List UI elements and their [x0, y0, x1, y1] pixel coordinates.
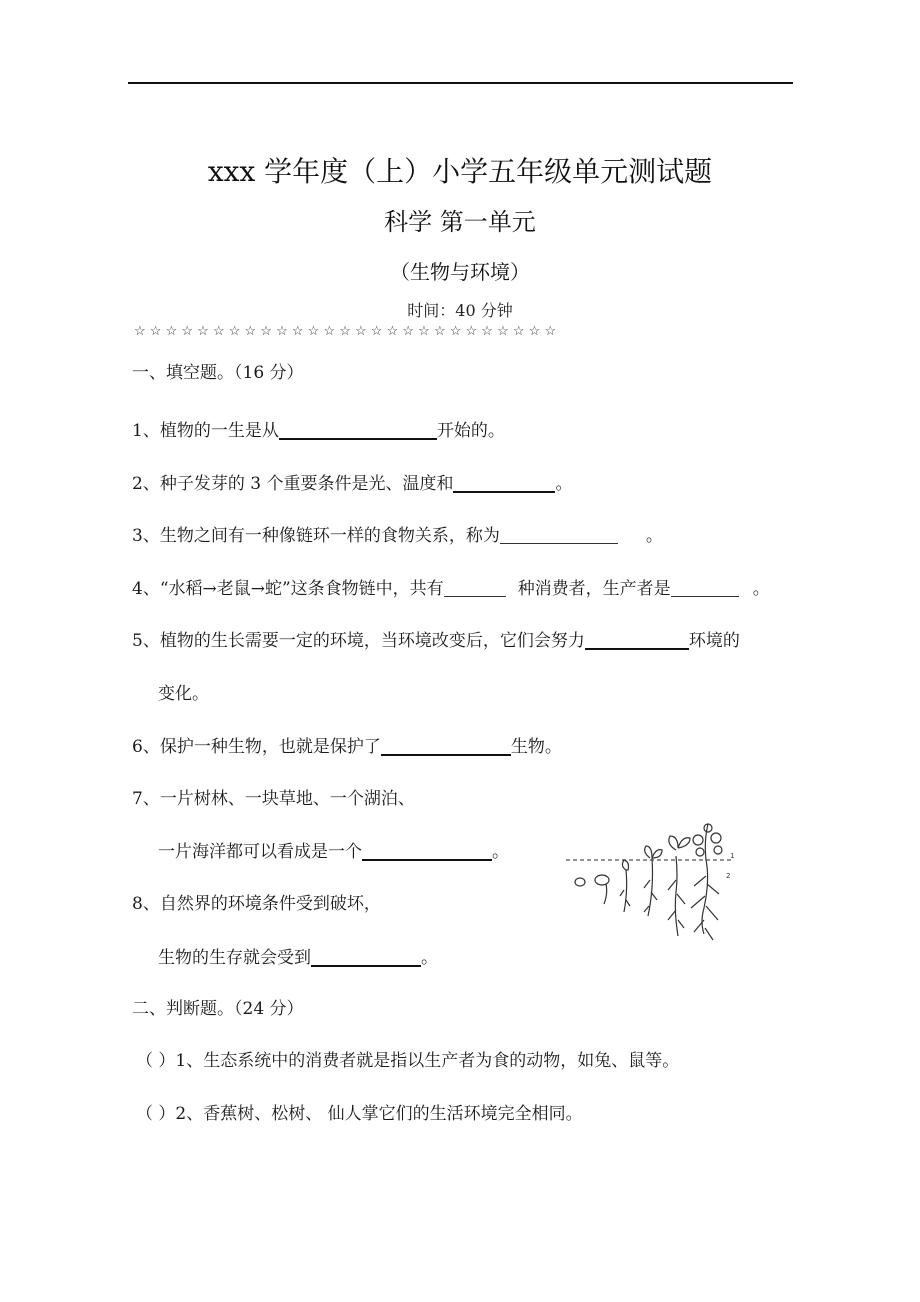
- exam-subtitle: 科学 第一单元: [384, 208, 536, 236]
- q5-text-before: 5、植物的生长需要一定的环境，当环境改变后，它们会努力: [132, 631, 585, 651]
- section2-heading: 二、判断题。（24 分）: [132, 999, 304, 1019]
- question-6: [132, 732, 562, 757]
- q7-answer-blank[interactable]: [362, 841, 492, 861]
- q2-answer-blank[interactable]: [453, 473, 555, 493]
- q3-answer-blank[interactable]: [500, 527, 618, 544]
- q1-text-after: 开始的。: [436, 421, 505, 441]
- question-5-continued: 变化。: [158, 684, 209, 704]
- q2-text-before: 2、种子发芽的 3 个重要条件是光、温度和: [132, 474, 454, 494]
- question-5: [132, 626, 740, 651]
- q1-text-before: 1、植物的一生是从: [132, 421, 279, 441]
- jq2-text: 2、香蕉树、松树、 仙人掌它们的生活环境完全相同。: [175, 1104, 583, 1124]
- jq1-text: 1、生态系统中的消费者就是指以生产者为食的动物，如兔、鼠等。: [175, 1051, 680, 1071]
- header-rule: [128, 82, 793, 84]
- q6-answer-blank[interactable]: [381, 736, 511, 756]
- q4-text-after: 。: [752, 579, 770, 599]
- plant-growth-stages-icon: [566, 824, 734, 940]
- star-divider: ☆ ☆ ☆ ☆ ☆ ☆ ☆ ☆ ☆ ☆ ☆ ☆ ☆ ☆ ☆ ☆ ☆ ☆ ☆ ☆ ☆ ☆ ☆ ☆ ☆ ☆ ☆: [134, 324, 557, 339]
- q3-text-after: 。: [645, 526, 663, 546]
- figure-mark-2: 2: [726, 872, 731, 880]
- question-7-line2: [158, 837, 509, 862]
- section1-heading: 一、填空题。（16 分）: [132, 363, 304, 383]
- q4-text-middle: 种消费者，生产者是: [517, 579, 671, 599]
- q3-text-before: 3、生物之间有一种像链环一样的食物关系，称为: [132, 526, 500, 546]
- judge-question-1: [136, 1046, 679, 1071]
- q4-consumer-blank[interactable]: [444, 580, 506, 597]
- q8-text-before: 生物的生存就会受到: [158, 948, 311, 968]
- q6-text-after: 生物。: [510, 737, 562, 757]
- q7-text-before: 一片海洋都可以看成是一个: [158, 842, 362, 862]
- plant-growth-illustration: [566, 820, 738, 955]
- question-7-line1: 7、一片树林、一块草地、一个湖泊、: [132, 789, 415, 809]
- q5-answer-blank[interactable]: [585, 630, 689, 650]
- q8-text-after: 。: [421, 948, 438, 968]
- question-2: [132, 469, 572, 494]
- question-4: [132, 574, 770, 599]
- question-3: [132, 521, 663, 546]
- q5-text-after: 环境的: [688, 631, 740, 651]
- question-8-line2: [158, 943, 438, 968]
- q7-text-after: 。: [492, 842, 509, 862]
- q4-producer-blank[interactable]: [671, 580, 739, 597]
- question-8-line1: 8、自然界的环境条件受到破坏，: [132, 894, 381, 914]
- question-1: [132, 416, 505, 441]
- q8-answer-blank[interactable]: [311, 947, 421, 967]
- exam-topic: （生物与环境）: [390, 260, 530, 284]
- q1-answer-blank[interactable]: [279, 420, 437, 440]
- exam-title: xxx 学年度（上）小学五年级单元测试题: [207, 155, 713, 188]
- q2-text-after: 。: [555, 474, 573, 494]
- exam-time: 时间：40 分钟: [407, 301, 513, 320]
- judge-question-2: [136, 1099, 583, 1124]
- jq1-answer-paren[interactable]: （ ）: [136, 1051, 176, 1071]
- jq2-answer-paren[interactable]: （ ）: [136, 1104, 176, 1124]
- q6-text-before: 6、保护一种生物，也就是保护了: [132, 737, 381, 757]
- figure-mark-1: 1: [730, 852, 735, 860]
- q4-text-before: 4、“水稻→老鼠→蛇”这条食物链中，共有: [132, 579, 444, 599]
